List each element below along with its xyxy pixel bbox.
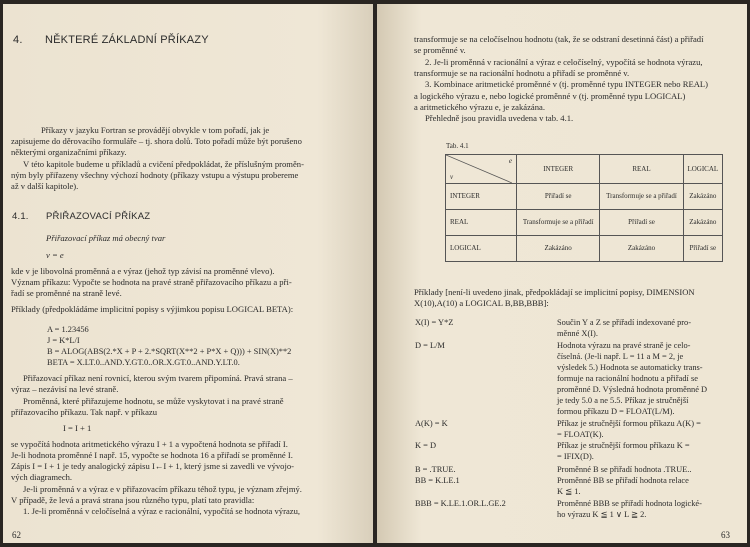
top-line-6: a logického výrazu e, nebo logické proměnné v (tj. proměnné typu LOGICAL): [414, 91, 686, 101]
top-line-4: transformuje se na racionální hodnotu a přiřadí se proměnné v.: [414, 68, 630, 78]
top-line-2: se proměnné v.: [414, 45, 466, 55]
body2-line-4: přiřazovacího příkazu. Tak např. v příkazu: [11, 407, 157, 417]
body3-line-4: vých diagramech.: [11, 472, 73, 482]
body3-line-2: Je-li hodnota proměnné I např. 15, vypočte se hodnota 16 a přiřadí se proměnné I.: [11, 450, 293, 460]
table-cell: Zakázáno: [517, 236, 600, 262]
table-cell: Zakázáno: [600, 236, 683, 262]
body1-line-4: Příklady (předpokládáme implicitní popisy s výjimkou popisu LOGICAL BETA):: [11, 304, 294, 314]
intro-line-2: zapisujeme do děrovacího formuláře – tj. shora dolů. Toto pořadí může být porušeno: [11, 136, 302, 146]
table-cell: Přiřadí se: [683, 236, 722, 262]
body3-line-7: 1. Je-li proměnná v celočíselná a výraz e racionální, vypočítá se hodnota výrazu,: [23, 506, 301, 516]
table-caption: Tab. 4.1: [446, 142, 469, 150]
code-line-3: B = ALOG(ABS(2.*X + P + 2.*SQRT(X**2 + P*X + Q))) + SIN(X)**2: [47, 347, 292, 356]
section-title: PŘIŘAZOVACÍ PŘÍKAZ: [46, 211, 151, 222]
code-line-4: BETA = X.LT.0..AND.Y.GT.0..OR.X.GT.0..AND.Y.LT.0.: [47, 358, 240, 367]
col-header: REAL: [600, 155, 683, 184]
intro-line-5: ným byly přiřazeny všechny výchozí hodnoty (příkazy vstupu a výstupu probereme: [11, 170, 299, 180]
col-header: LOGICAL: [683, 155, 722, 184]
example-desc: proměnné D. Výsledná hodnota proměnné D: [557, 385, 708, 394]
intro-line-1: Příkazy v jazyku Fortran se provádějí obvykle v tom pořadí, jak je: [41, 125, 270, 135]
top-line-3: 2. Je-li proměnná v racionální a výraz e celočíselný, vypočítá se hodnota výrazu,: [425, 57, 703, 67]
table-header-row: [446, 155, 723, 184]
example-desc: formou příkazu D = FLOAT(L/M).: [557, 407, 675, 416]
left-page: [3, 4, 373, 543]
top-line-7: a aritmetického výrazu e, je zakázána.: [414, 102, 545, 112]
table-cell: Přiřadí se: [600, 210, 683, 236]
body3-line-6: V případě, že levá a pravá strana jsou různého typu, platí tato pravidla:: [11, 495, 255, 505]
example-stmt: BB = K.LE.1: [415, 476, 460, 485]
example-desc: = IFIX(D).: [557, 452, 594, 461]
intro-line-3: některými organizačními příkazy.: [11, 147, 127, 157]
example-desc: Proměnné BB se přiřadí hodnota relace: [557, 476, 689, 485]
code-line-2: J = K*L/I: [47, 336, 80, 345]
example-stmt: D = L/M: [415, 341, 445, 350]
example-desc: = FLOAT(K).: [557, 430, 604, 439]
example-desc: Příkaz je stručnější formou příkazu A(K) =: [557, 419, 701, 428]
table-cell: Zakázáno: [683, 210, 722, 236]
example-stmt: A(K) = K: [415, 419, 448, 428]
example-desc: Příkaz je stručnější formou příkazu K =: [557, 441, 690, 450]
top-line-1: transformuje se na celočíselnou hodnotu (tak, že se odstraní desetinná část) a přiřadí: [414, 34, 704, 44]
example-desc: Proměnné BBB se přiřadí hodnota logické-: [557, 499, 702, 508]
table-corner-cell: [446, 155, 517, 184]
table-cell: Transformuje se a přiřadí: [600, 184, 683, 210]
example-desc: ho výrazu K ≦ 1 ∨ L ≧ 2.: [557, 510, 647, 519]
table-cell: Zakázáno: [683, 184, 722, 210]
body2-line-3: Proměnná, které přiřazujeme hodnotu, se může vyskytovat i na pravé straně: [23, 396, 284, 406]
corner-bottom-label: v: [450, 172, 454, 181]
intro-line-6: až v další kapitole).: [11, 181, 79, 191]
page-number-left: 62: [12, 530, 21, 540]
example-stmt: X(I) = Y*Z: [415, 318, 454, 327]
example-desc: výsledek 5.) Hodnota se automaticky trans-: [557, 363, 703, 372]
page-number-right: 63: [721, 530, 730, 540]
table-cell: Transformuje se a přiřadí: [517, 210, 600, 236]
table-4-1: [445, 154, 723, 262]
chapter-number: 4.: [13, 34, 23, 46]
body3-line-1: se vypočítá hodnota aritmetického výrazu I + 1 a vypočtená hodnota se přiřadí I.: [11, 439, 288, 449]
col-header: INTEGER: [517, 155, 600, 184]
row-header: LOGICAL: [446, 236, 517, 262]
table-row: [446, 210, 723, 236]
examples-intro-line-1: Příklady [není-li uvedeno jinak, předpokládají se implicitní popisy, DIMENSION: [414, 287, 695, 297]
example-desc: Součin Y a Z se přiřadí indexované pro-: [557, 318, 692, 327]
intro-line-4: V této kapitole budeme u příkladů a cvičení předpokládat, že příslušným proměn-: [23, 159, 304, 169]
chapter-title: NĚKTERÉ ZÁKLADNÍ PŘÍKAZY: [45, 34, 209, 46]
examples-intro-line-2: X(10),A(10) a LOGICAL B,BB,BBB]:: [414, 298, 549, 308]
example-desc: formuje na racionální hodnotu a přiřadí se: [557, 374, 698, 383]
right-page: [377, 4, 747, 543]
body3-line-5: Je-li proměnná v a výraz e v přiřazovacím příkazu téhož typu, je význam zřejmý.: [23, 484, 302, 494]
example-desc: Hodnota výrazu na pravé straně je celo-: [557, 341, 691, 350]
top-line-5: 3. Kombinace aritmetické proměnné v (tj. proměnné typu INTEGER nebo REAL): [425, 79, 709, 89]
table-row: [446, 236, 723, 262]
table-cell: Přiřadí se: [517, 184, 600, 210]
increment-formula: I = I + 1: [63, 423, 92, 433]
row-header: REAL: [446, 210, 517, 236]
example-desc: číselná. (Je-li např. L = 11 a M = 2, je: [557, 352, 684, 361]
body1-line-3: řadí se proměnné na straně levé.: [11, 288, 122, 298]
table-row: [446, 184, 723, 210]
corner-diagonal: [446, 155, 512, 183]
code-line-1: A = 1.23456: [47, 325, 89, 334]
row-header: INTEGER: [446, 184, 517, 210]
body2-line-2: výraz – nezávisí na levé straně.: [11, 384, 119, 394]
body2-line-1: Přiřazovací příkaz není rovnicí, kterou svým tvarem připomíná. Pravá strana –: [23, 373, 293, 383]
example-stmt: BBB = K.LE.1.OR.L.GE.2: [415, 499, 506, 508]
corner-top-label: e: [508, 157, 512, 165]
body1-line-1: kde v je libovolná proměnná a e výraz (jehož typ závisí na proměnné vlevo).: [11, 266, 275, 276]
body3-line-3: Zápis I = I + 1 je tedy analogický zápisu I←I + 1, který jsme si zavedli ve vývojo-: [11, 461, 295, 471]
section-number: 4.1.: [12, 211, 29, 222]
example-stmt: B = .TRUE.: [415, 465, 456, 474]
example-desc: měnné X(I).: [557, 329, 598, 338]
body1-line-2: Význam příkazu: Vypočte se hodnota na pravé straně přiřazovacího příkazu a při-: [11, 277, 292, 287]
example-desc: K ≦ 1.: [557, 487, 581, 496]
top-line-8: Přehledně jsou pravidla uvedena v tab. 4.1.: [425, 113, 574, 123]
example-desc: je tedy 5.0 a ne 5.5. Příkaz je stručnější: [557, 396, 689, 405]
example-desc: Proměnné B se přiřadí hodnota .TRUE..: [557, 465, 692, 474]
form-line: Přiřazovací příkaz má obecný tvar: [46, 233, 166, 243]
general-formula: v = e: [46, 250, 64, 260]
example-stmt: K = D: [415, 441, 437, 450]
